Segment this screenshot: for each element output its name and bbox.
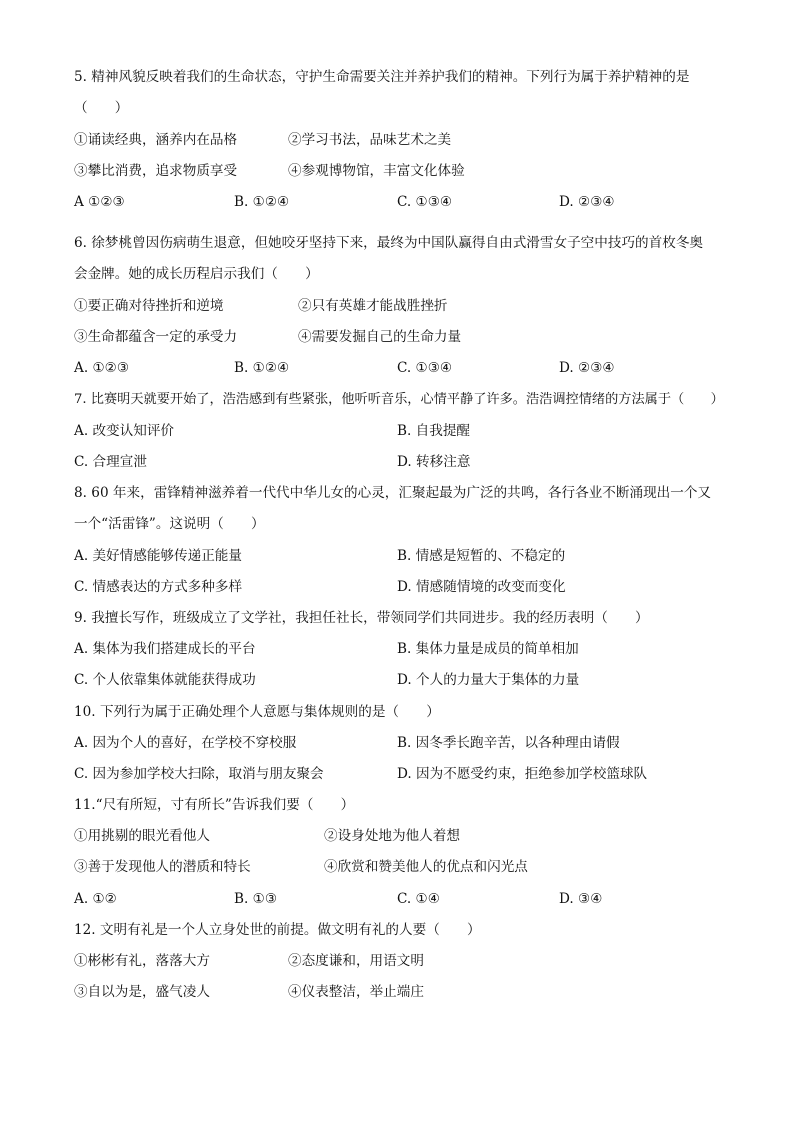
question-stem: 9. 我擅长写作，班级成立了文学社，我担任社长，带领同学们共同进步。我的经历表明（ ） [74,610,649,626]
answer-option: A. 美好情感能够传递正能量 [74,548,242,564]
statement: ④需要发掘自己的生命力量 [298,329,462,345]
question-stem: 5. 精神风貌反映着我们的生命状态，守护生命需要关注并养护我们的精神。下列行为属于养护精神的是 [74,69,690,85]
statement: ③善于发现他人的潜质和特长 [74,859,251,875]
statement: ①诵读经典，涵养内在品格 [74,132,238,148]
statement: ②态度谦和，用语文明 [288,953,424,969]
answer-option: A. 集体为我们搭建成长的平台 [74,641,256,657]
statement: ③生命都蕴含一定的承受力 [74,329,238,345]
answer-option: D. 情感随情境的改变而变化 [397,579,566,595]
statement: ④参观博物馆，丰富文化体验 [288,163,465,179]
question-stem: 6. 徐梦桃曾因伤病萌生退意，但她咬牙坚持下来，最终为中国队赢得自由式滑雪女子空中技巧的首枚冬奥 [74,235,704,251]
answer-option: B. ①②④ [234,360,290,376]
statement: ①要正确对待挫折和逆境 [74,298,224,314]
answer-option: C. ①④ [397,891,440,907]
answer-option: C. 因为参加学校大扫除，取消与朋友聚会 [74,766,324,782]
question-stem: 会金牌。她的成长历程启示我们（ ） [74,266,319,282]
question-stem: 一个“活雷锋”。这说明（ ） [74,516,265,532]
answer-option: B. 情感是短暂的、不稳定的 [397,548,566,564]
answer-option: C. 情感表达的方式多种多样 [74,579,243,595]
answer-option: A. 改变认知评价 [74,423,175,439]
answer-option: D. ②③④ [559,360,615,376]
answer-option: A. 因为个人的喜好，在学校不穿校服 [74,735,297,751]
question-stem: 10. 下列行为属于正确处理个人意愿与集体规则的是（ ） [74,704,440,720]
answer-option: A ①②③ [74,194,125,210]
statement: ③攀比消费，追求物质享受 [74,163,238,179]
answer-option: A. ①②③ [74,360,130,376]
answer-option: B. 自我提醒 [397,423,471,439]
answer-option: B. 因冬季长跑辛苦，以各种理由请假 [397,735,620,751]
statement: ①彬彬有礼，落落大方 [74,953,210,969]
answer-option: A. ①② [74,891,117,907]
question-stem: 11.“尺有所短，寸有所长”告诉我们要（ ） [74,797,355,813]
question-stem: （ ） [74,100,129,116]
question-stem: 12. 文明有礼是一个人立身处世的前提。做文明有礼的人要（ ） [74,922,481,938]
statement: ①用挑剔的眼光看他人 [74,828,210,844]
answer-option: C. ①③④ [397,194,453,210]
statement: ④欣赏和赞美他人的优点和闪光点 [324,859,528,875]
statement: ②学习书法，品味艺术之美 [288,132,452,148]
answer-option: D. 转移注意 [397,454,471,470]
answer-option: B. ①②④ [234,194,290,210]
answer-option: D. ③④ [559,891,603,907]
answer-option: C. ①③④ [397,360,453,376]
answer-option: D. 个人的力量大于集体的力量 [397,672,580,688]
answer-option: B. ①③ [234,891,278,907]
answer-option: C. 个人依靠集体就能获得成功 [74,672,256,688]
answer-option: D. ②③④ [559,194,615,210]
answer-option: B. 集体力量是成员的简单相加 [397,641,579,657]
statement: ③自以为是，盛气凌人 [74,984,210,1000]
question-stem: 8. 60 年来，雷锋精神滋养着一代代中华儿女的心灵，汇聚起最为广泛的共鸣，各行各业不断涌现出一个又 [74,485,712,501]
answer-option: C. 合理宣泄 [74,454,147,470]
statement: ④仪表整洁，举止端庄 [288,984,424,1000]
answer-option: D. 因为不愿受约束，拒绝参加学校篮球队 [397,766,648,782]
statement: ②设身处地为他人着想 [324,828,460,844]
question-stem: 7. 比赛明天就要开始了，浩浩感到有些紧张，他听听音乐，心情平静了许多。浩浩调控情绪的方法属于（ ） [74,392,724,407]
statement: ②只有英雄才能战胜挫折 [298,298,448,314]
